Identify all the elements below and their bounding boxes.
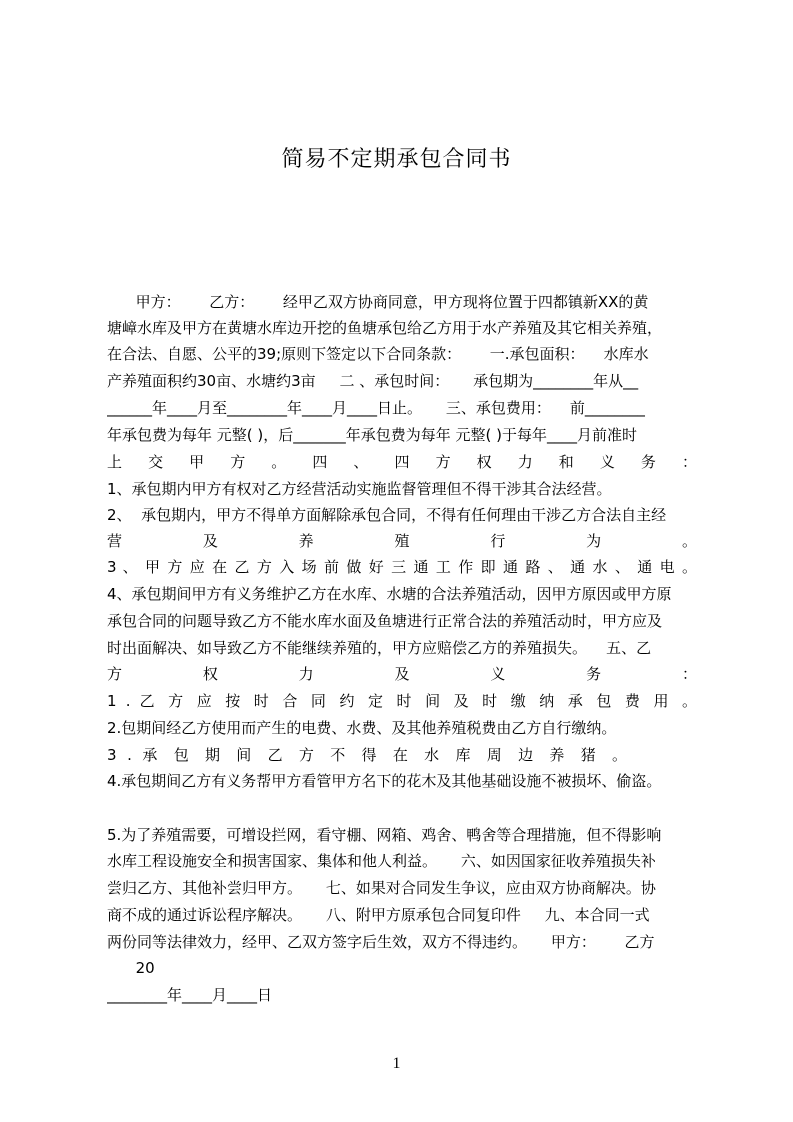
body-line-19: 4.承包期间乙方有义务帮甲方看管甲方名下的花木及其他基础设施不被损坏、偷盗。 [107, 772, 662, 790]
body-line-11: 3 、 甲 方 应 在 乙 方 入 场 前 做 好 三 通 工 作 即 通 路 、 通 水 、 通 电 。 [107, 558, 697, 576]
signature-date-line: ________年____月____日 [107, 986, 273, 1004]
body-line-20: 5.为了养殖需要，可增设拦网，看守棚、网箱、鸡舍、鸭舍等合理措施，但不得影响 [107, 826, 662, 844]
body-line-12: 4、承包期间甲方有义务维护乙方在水库、水塘的合法养殖活动，因甲方原因或甲方原 [107, 585, 672, 603]
body-line-4: 产养殖面积约30亩、水塘约3亩 二 、承包时间： 承包期为________年从__ [107, 372, 639, 390]
body-line-2: 塘嶂水库及甲方在黄塘水库边开挖的鱼塘承包给乙方用于水产养殖及其它相关养殖， [107, 319, 663, 337]
body-line-25: 20 [107, 959, 155, 977]
body-line-14: 时出面解决、如导致乙方不能继续养殖的，甲方应赔偿乙方的养殖损失。 五、乙 [107, 639, 652, 657]
body-line-18: 3 . 承 包 期 间 乙 方 不 得 在 水 库 周 边 养 猪 。 [107, 746, 627, 764]
body-line-5: ______年____月至________年____月____日止。 三、承包费用： 前________ [107, 399, 645, 417]
body-line-24: 两份同等法律效力，经甲、乙双方签字后生效，双方不得违约。 甲方： 乙方 [107, 933, 655, 951]
body-line-22: 尝归乙方、其他补尝归甲方。 七、如果对合同发生争议，应由双方协商解决。协 [107, 879, 656, 897]
body-line-15: 方 权 力 及 义 务 ： [107, 665, 697, 683]
body-line-7: 上 交 甲 方 。 四 、 四 方 权 力 和 义 务 ： [107, 453, 697, 471]
document-title: 简易不定期承包合同书 [281, 147, 512, 172]
body-line-8: 1、承包期内甲方有权对乙方经营活动实施监督管理但不得干涉其合法经营。 [107, 480, 612, 498]
body-line-10: 营 及 养 殖 行 为 。 [107, 532, 697, 550]
body-line-17: 2.包期间经乙方使用而产生的电费、水费、及其他养殖税费由乙方自行缴纳。 [107, 719, 617, 737]
body-line-16: 1 . 乙 方 应 按 时 合 同 约 定 时 间 及 时 缴 纳 承 包 费 用 。 [107, 692, 697, 710]
body-line-6: 年承包费为每年 元整( )，后_______年承包费为每年 元整( )于每年____月前准时 [107, 426, 637, 444]
body-line-21: 水库工程设施安全和损害国家、集体和他人利益。 六、如因国家征收养殖损失补 [107, 852, 656, 870]
page-number: 1 [392, 1055, 401, 1072]
body-line-13: 承包合同的问题导致乙方不能水库水面及鱼塘进行正常合法的养殖活动时，甲方应及 [107, 612, 663, 630]
body-line-1: 甲方： 乙方： 经甲乙双方协商同意，甲方现将位置于四都镇新XX的黄 [107, 293, 649, 311]
body-line-3: 在合法、自愿、公平的39;原则下签定以下合同条款： 一.承包面积： 水库水 [107, 345, 649, 363]
body-line-23: 商不成的通过诉讼程序解决。 八、附甲方原承包合同复印件 九、本合同一式 [107, 906, 650, 924]
body-line-9: 2、 承包期内，甲方不得单方面解除承包合同，不得有任何理由干涉乙方合法自主经 [107, 506, 667, 524]
